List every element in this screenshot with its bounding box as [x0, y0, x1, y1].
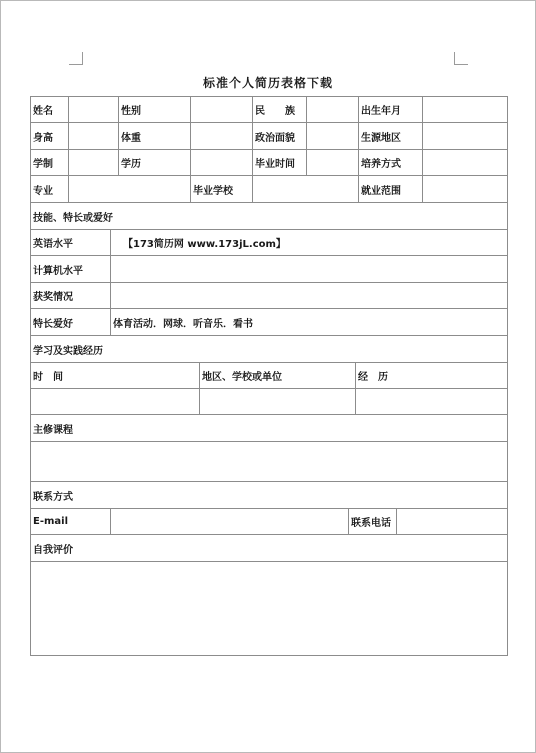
- self-eval-value-cell[interactable]: [30, 561, 508, 656]
- awards-value-cell[interactable]: [110, 282, 508, 309]
- degree-label: 学历: [118, 149, 191, 176]
- computer-value-cell[interactable]: [110, 255, 508, 283]
- height-label: 身高: [30, 122, 69, 150]
- english-value[interactable]: 【173简历网 www.173jL.com】: [110, 229, 508, 256]
- origin-value-cell[interactable]: [422, 122, 508, 150]
- experience-place-cell[interactable]: [199, 388, 356, 415]
- weight-value-cell[interactable]: [190, 122, 253, 150]
- schooling-value-cell[interactable]: [68, 149, 119, 176]
- skills-section-header: 技能、特长或爱好: [30, 202, 508, 230]
- experience-section-header: 学习及实践经历: [30, 335, 508, 363]
- experience-detail-cell[interactable]: [355, 388, 508, 415]
- major-label: 专业: [30, 175, 69, 203]
- graduation-time-value-cell[interactable]: [306, 149, 359, 176]
- experience-time-cell[interactable]: [30, 388, 200, 415]
- col-place-header: 地区、学校或单位: [199, 362, 356, 389]
- hobbies-value[interactable]: 体育活动．网球．听音乐．看书: [110, 308, 508, 336]
- degree-value-cell[interactable]: [190, 149, 253, 176]
- training-label: 培养方式: [358, 149, 423, 176]
- birth-value-cell[interactable]: [422, 96, 508, 123]
- employment-label: 就业范围: [358, 175, 423, 203]
- self-eval-section-header: 自我评价: [30, 534, 508, 562]
- height-value-cell[interactable]: [68, 122, 119, 150]
- crop-mark-top-right: [455, 64, 468, 65]
- computer-label: 计算机水平: [30, 255, 111, 283]
- courses-value-cell[interactable]: [30, 441, 508, 482]
- gender-value-cell[interactable]: [190, 96, 253, 123]
- contact-section-header: 联系方式: [30, 481, 508, 509]
- awards-label: 获奖情况: [30, 282, 111, 309]
- crop-mark-top-right-vertical: [454, 52, 455, 65]
- major-value-cell[interactable]: [68, 175, 191, 203]
- school-value-cell[interactable]: [252, 175, 359, 203]
- col-time-header: 时 间: [30, 362, 200, 389]
- courses-section-header: 主修课程: [30, 414, 508, 442]
- crop-mark-top-left-vertical: [82, 52, 83, 65]
- training-value-cell[interactable]: [422, 149, 508, 176]
- name-value-cell[interactable]: [68, 96, 119, 123]
- page-title: 标准个人简历表格下载: [202, 76, 333, 90]
- ethnicity-value-cell[interactable]: [306, 96, 359, 123]
- school-label: 毕业学校: [190, 175, 253, 203]
- political-value-cell[interactable]: [306, 122, 359, 150]
- ethnicity-label: 民 族: [252, 96, 307, 123]
- origin-label: 生源地区: [358, 122, 423, 150]
- email-value-cell[interactable]: [110, 508, 349, 535]
- english-label: 英语水平: [30, 229, 111, 256]
- employment-value-cell[interactable]: [422, 175, 508, 203]
- phone-label: 联系电话: [348, 508, 397, 535]
- hobbies-label: 特长爱好: [30, 308, 111, 336]
- schooling-label: 学制: [30, 149, 69, 176]
- crop-mark-top-left: [69, 64, 82, 65]
- phone-value-cell[interactable]: [396, 508, 508, 535]
- email-label: E-mail: [30, 508, 111, 535]
- weight-label: 体重: [118, 122, 191, 150]
- gender-label: 性别: [118, 96, 191, 123]
- political-label: 政治面貌: [252, 122, 307, 150]
- name-label: 姓名: [30, 96, 69, 123]
- graduation-time-label: 毕业时间: [252, 149, 307, 176]
- birth-label: 出生年月: [358, 96, 423, 123]
- col-experience-header: 经 历: [355, 362, 508, 389]
